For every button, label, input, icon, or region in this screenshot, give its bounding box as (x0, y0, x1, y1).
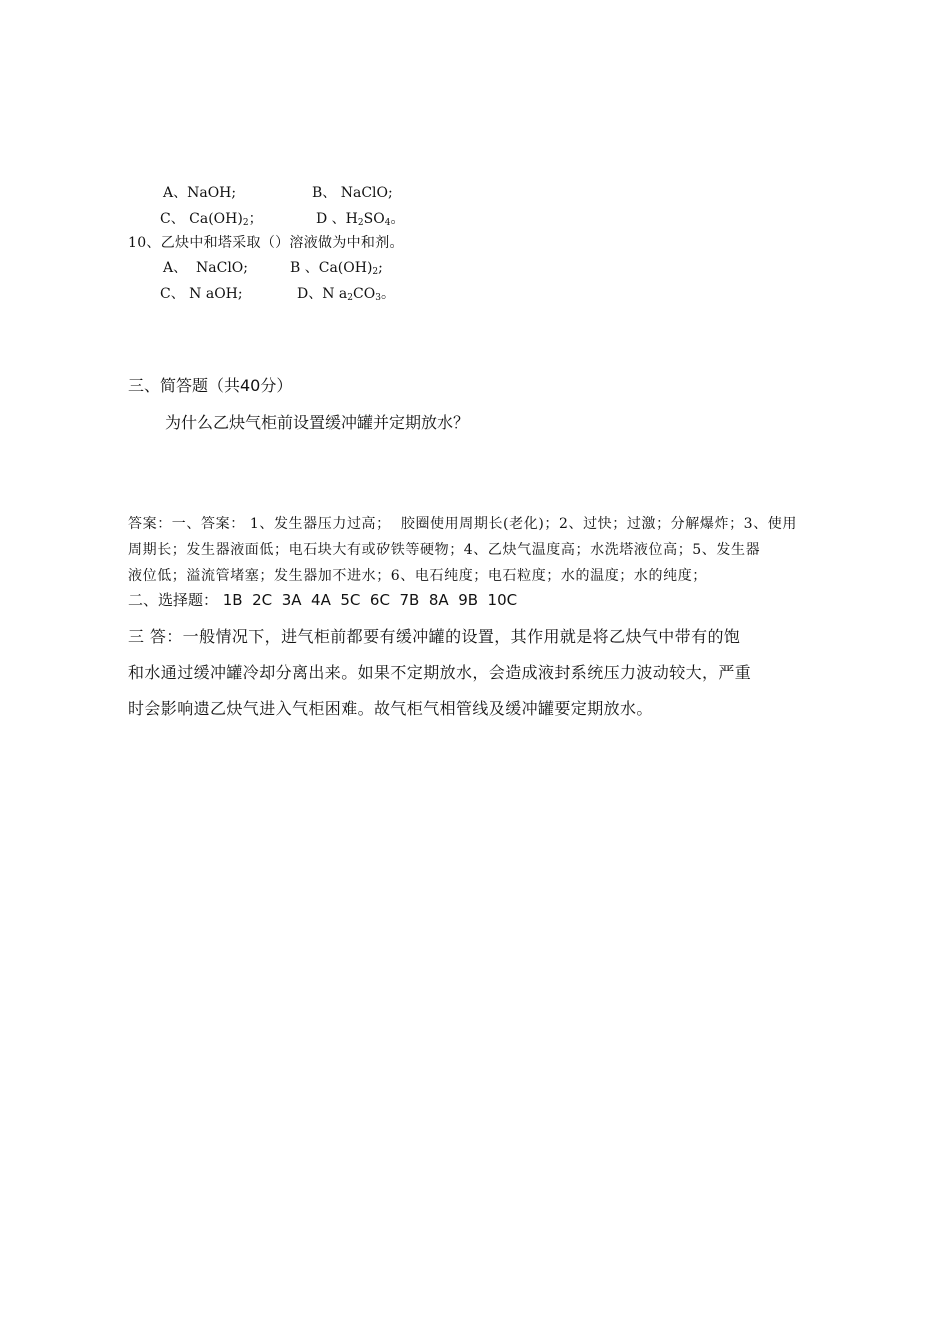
answer-part3-line3: 时会影响遗乙炔气进入气柜困难。故气柜气相管线及缓冲罐要定期放水。 (128, 699, 653, 718)
q10-option-c: C、 N aOH; (160, 286, 243, 302)
q9-option-a: A、NaOH; (163, 185, 237, 201)
q9-option-d: D 、$H_2SO_4$。 (316, 211, 405, 228)
q10-option-a: A、 NaClO; (163, 260, 248, 276)
q10-option-b: B 、$Ca(OH)_2$; (290, 260, 383, 277)
q10-option-d: D、N $a_2CO_3$。 (297, 286, 395, 303)
q10-stem: 10、乙炔中和塔采取（）溶液做为中和剂。 (128, 235, 404, 251)
answer-part1-line2: 周期长；发生器液面低；电石块大有或矽铁等硬物；4、乙炔气温度高；水洗塔液位高；5、发生器 (128, 542, 761, 558)
answer-part2: 二、选择题： 1B 2C 3A 4A 5C 6C 7B 8A 9B 10C (128, 591, 518, 609)
answer-part1-line1: 答案：一、答案： 1、发生器压力过高； 胶圈使用周期长(老化)；2、过快；过激；分解爆炸；3、使用 (128, 516, 797, 532)
answer-part1-line3: 液位低；溢流管堵塞；发生器加不进水；6、电石纯度；电石粒度；水的温度；水的纯度； (128, 568, 707, 584)
answer-part3-line2: 和水通过缓冲罐冷却分离出来。如果不定期放水，会造成液封系统压力波动较大，严重 (128, 663, 752, 682)
answer-part3-line1: 三 答：一般情况下，进气柜前都要有缓冲罐的设置，其作用就是将乙炔气中带有的饱 (128, 627, 741, 646)
q9-option-c: C、 $Ca(OH)_2$； (160, 211, 263, 228)
q9-option-b: B、 NaClO; (312, 185, 393, 201)
section3-heading: 三、简答题（共40分） (128, 376, 293, 395)
section3-question: 为什么乙炔气柜前设置缓冲罐并定期放水？ (165, 413, 470, 432)
